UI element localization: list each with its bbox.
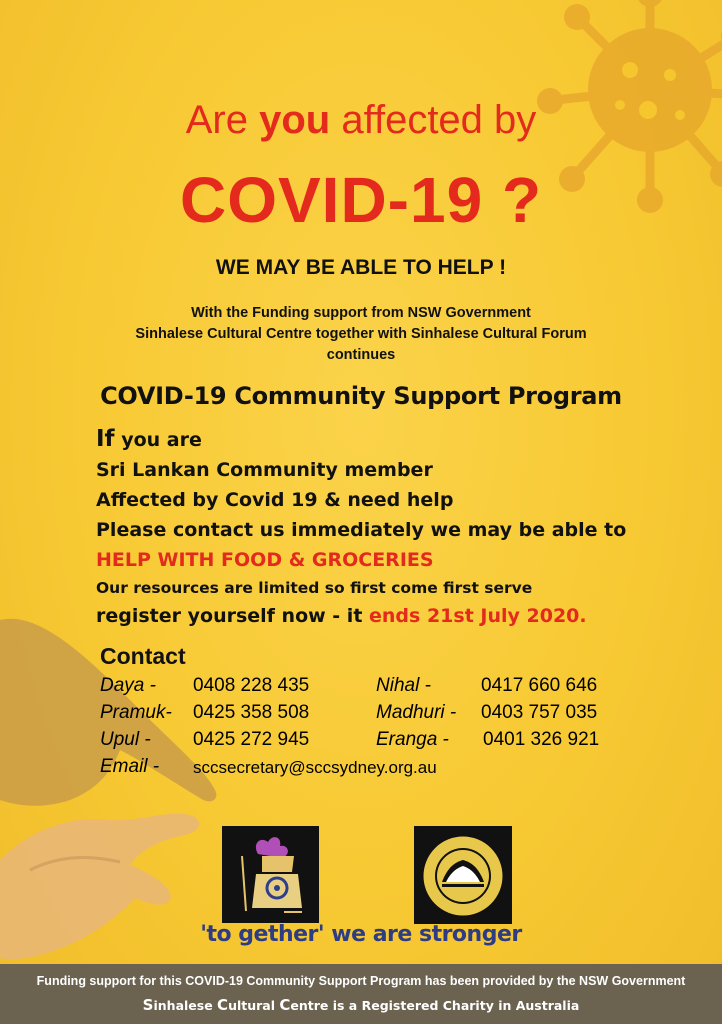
funding-statement xyxy=(0,303,722,366)
contact-name: Eranga - xyxy=(376,729,449,750)
phone-upul[interactable]: 0425 272 945 xyxy=(193,729,310,750)
contact-madhuri xyxy=(376,702,456,724)
funding-line-3: continues xyxy=(326,347,396,363)
if-word: If xyxy=(96,426,115,452)
headline-emphasis: you xyxy=(259,98,331,142)
phone-nihal[interactable]: 0417 660 646 xyxy=(481,675,598,696)
contact-section xyxy=(100,643,660,672)
sinhalese-cultural-forum-logo xyxy=(414,826,512,924)
contact-name: Madhuri - xyxy=(376,702,457,723)
if-line xyxy=(96,424,696,455)
funding-line-2: Sinhalese Cultural Centre together with Sinhalese Cultural Forum xyxy=(135,326,587,342)
register-deadline: ends 21st July 2020. xyxy=(369,605,587,627)
program-title: COVID-19 Community Support Program xyxy=(100,382,622,410)
register-line xyxy=(96,601,696,631)
footer-word-ultural: ultural xyxy=(228,998,280,1013)
headline-pre: Are xyxy=(185,98,260,142)
footer xyxy=(0,964,722,1024)
phone-pramuk[interactable]: 0425 358 508 xyxy=(193,702,310,723)
contact-title: Contact xyxy=(100,643,186,669)
footer-initial-c2: C xyxy=(279,996,291,1014)
phone-eranga[interactable]: 0401 326 921 xyxy=(483,729,600,750)
phone-madhuri[interactable]: 0403 757 035 xyxy=(481,702,598,723)
footer-charity-note xyxy=(0,988,722,1014)
contact-nihal xyxy=(376,675,431,697)
sinhalese-cultural-centre-logo xyxy=(222,826,319,923)
email-link[interactable]: sccsecretary@sccsydney.org.au xyxy=(193,758,437,777)
contact-name: Upul - xyxy=(100,729,151,750)
if-rest: you are xyxy=(114,429,202,451)
contact-pramuk xyxy=(100,702,172,724)
footer-initial-c: C xyxy=(217,996,229,1014)
phone-daya[interactable]: 0408 228 435 xyxy=(193,675,310,696)
headline-covid: COVID-19 ? xyxy=(179,164,543,236)
headline-question xyxy=(0,98,722,143)
email-label xyxy=(100,756,159,778)
help-line: WE MAY BE ABLE TO HELP ! xyxy=(215,256,507,279)
contact-name: Pramuk- xyxy=(100,702,172,723)
headline-post: affected by xyxy=(330,98,537,142)
eligibility-line-3: Please contact us immediately we may be able to xyxy=(96,519,627,541)
tagline: 'to gether' we are stronger xyxy=(200,922,522,947)
contact-name: Daya - xyxy=(100,675,156,696)
funding-line-1: With the Funding support from NSW Government xyxy=(191,305,531,321)
footer-initial-s: S xyxy=(142,996,154,1014)
eligibility-line-2: Affected by Covid 19 & need help xyxy=(96,489,454,511)
resources-note: Our resources are limited so first come first serve xyxy=(96,579,533,597)
help-highlight: HELP WITH FOOD & GROCERIES xyxy=(96,549,434,571)
contact-daya xyxy=(100,675,156,697)
footer-word-inhalese: inhalese xyxy=(153,998,218,1013)
eligibility-block xyxy=(96,424,696,631)
contact-upul xyxy=(100,729,151,751)
contact-eranga xyxy=(376,729,449,751)
register-pre: register yourself now - it xyxy=(96,605,370,627)
footer-word-entre: entre is a Registered Charity in Australia xyxy=(290,998,580,1013)
contact-name: Nihal - xyxy=(376,675,431,696)
eligibility-line-1: Sri Lankan Community member xyxy=(96,459,433,481)
footer-funding-note: Funding support for this COVID-19 Community Support Program has been provided by the NSW Government xyxy=(36,974,686,988)
email-label-text: Email - xyxy=(100,756,160,777)
